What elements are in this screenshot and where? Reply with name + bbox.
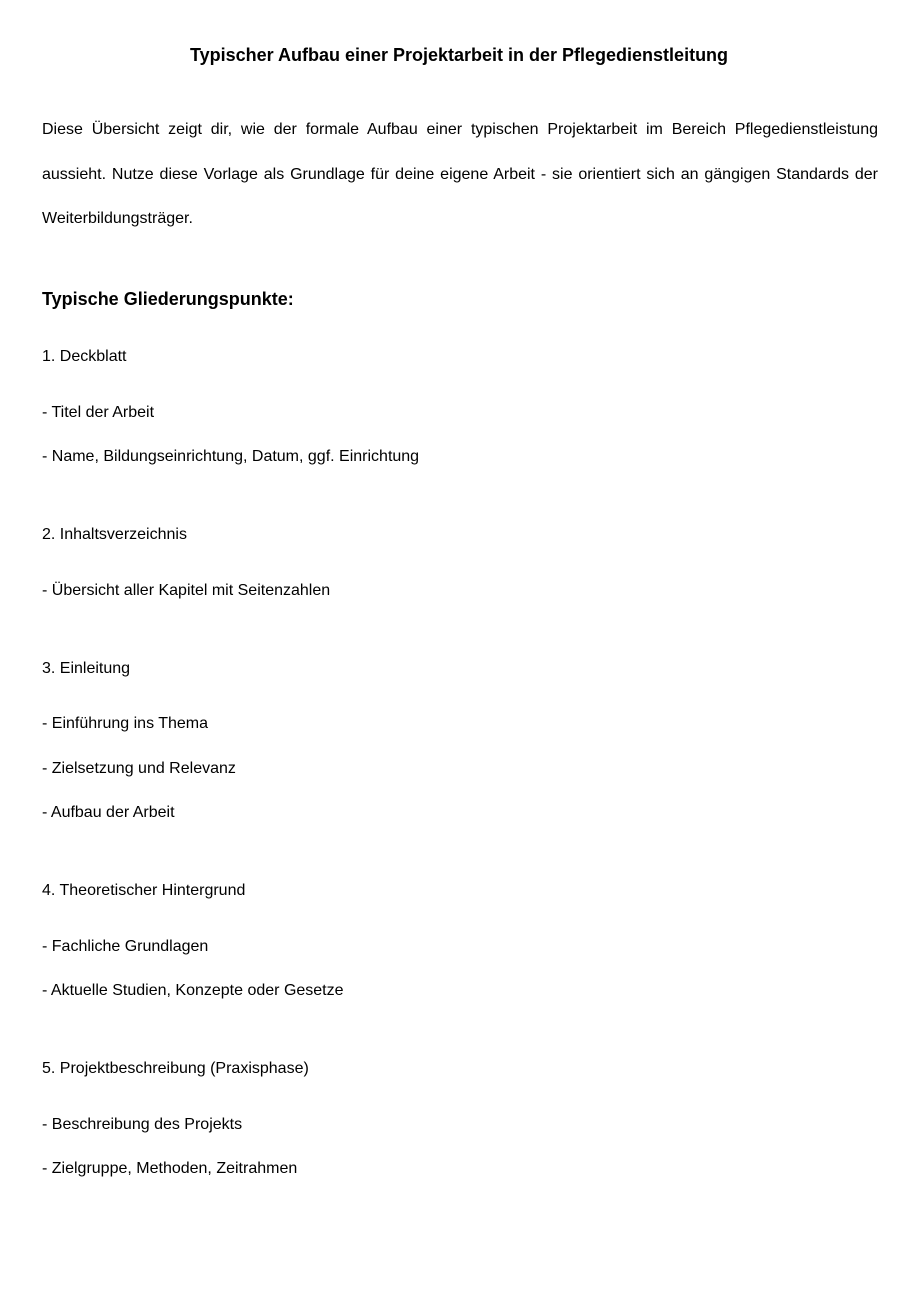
section-heading: 4. Theoretischer Hintergrund [42,882,246,899]
section-item: - Aktuelle Studien, Konzepte oder Gesetze [42,982,344,999]
section-item: - Zielgruppe, Methoden, Zeitrahmen [42,1160,298,1177]
section-item: - Zielsetzung und Relevanz [42,759,236,777]
section-item: - Name, Bildungseinrichtung, Datum, ggf. Einrichtung [42,448,420,465]
outline-section-projektbeschreibung [42,1058,878,1192]
section-item: - Fachliche Grundlagen [42,937,209,955]
section-item: - Einführung ins Thema [42,715,209,732]
section-heading: 5. Projektbeschreibung (Praxisphase) [42,1060,309,1077]
outline-section-deckblatt [42,346,878,480]
section-item: - Übersicht aller Kapitel mit Seitenzahlen [42,581,331,599]
outline-section-theoretischer-hintergrund [42,880,878,1014]
section-item: - Titel der Arbeit [42,403,155,421]
document-title: Typischer Aufbau einer Projektarbeit in der Pflegedienstleitung [189,45,729,65]
section-item: - Aufbau der Arbeit [42,804,175,821]
outline-section-einleitung [42,658,878,836]
section-heading: 2. Inhaltsverzeichnis [42,526,187,543]
outline-list [42,346,878,1236]
section-item: - Beschreibung des Projekts [42,1115,243,1133]
section-heading: 3. Einleitung [42,659,131,677]
section-heading: 1. Deckblatt [42,348,127,365]
intro-paragraph: Diese Übersicht zeigt dir, wie der formale Aufbau einer typischen Projektarbeit im Bereich Pflegedienstleistung aussieht. Nutze diese Vorlage als Grundlage für deine eigene Arbeit - sie orientiert sich an gängigen Standards der Weiterbildungsträger. [42,121,878,227]
outline-section-inhaltsverzeichnis [42,524,878,613]
outline-heading: Typische Gliederungspunkte: [42,289,294,309]
